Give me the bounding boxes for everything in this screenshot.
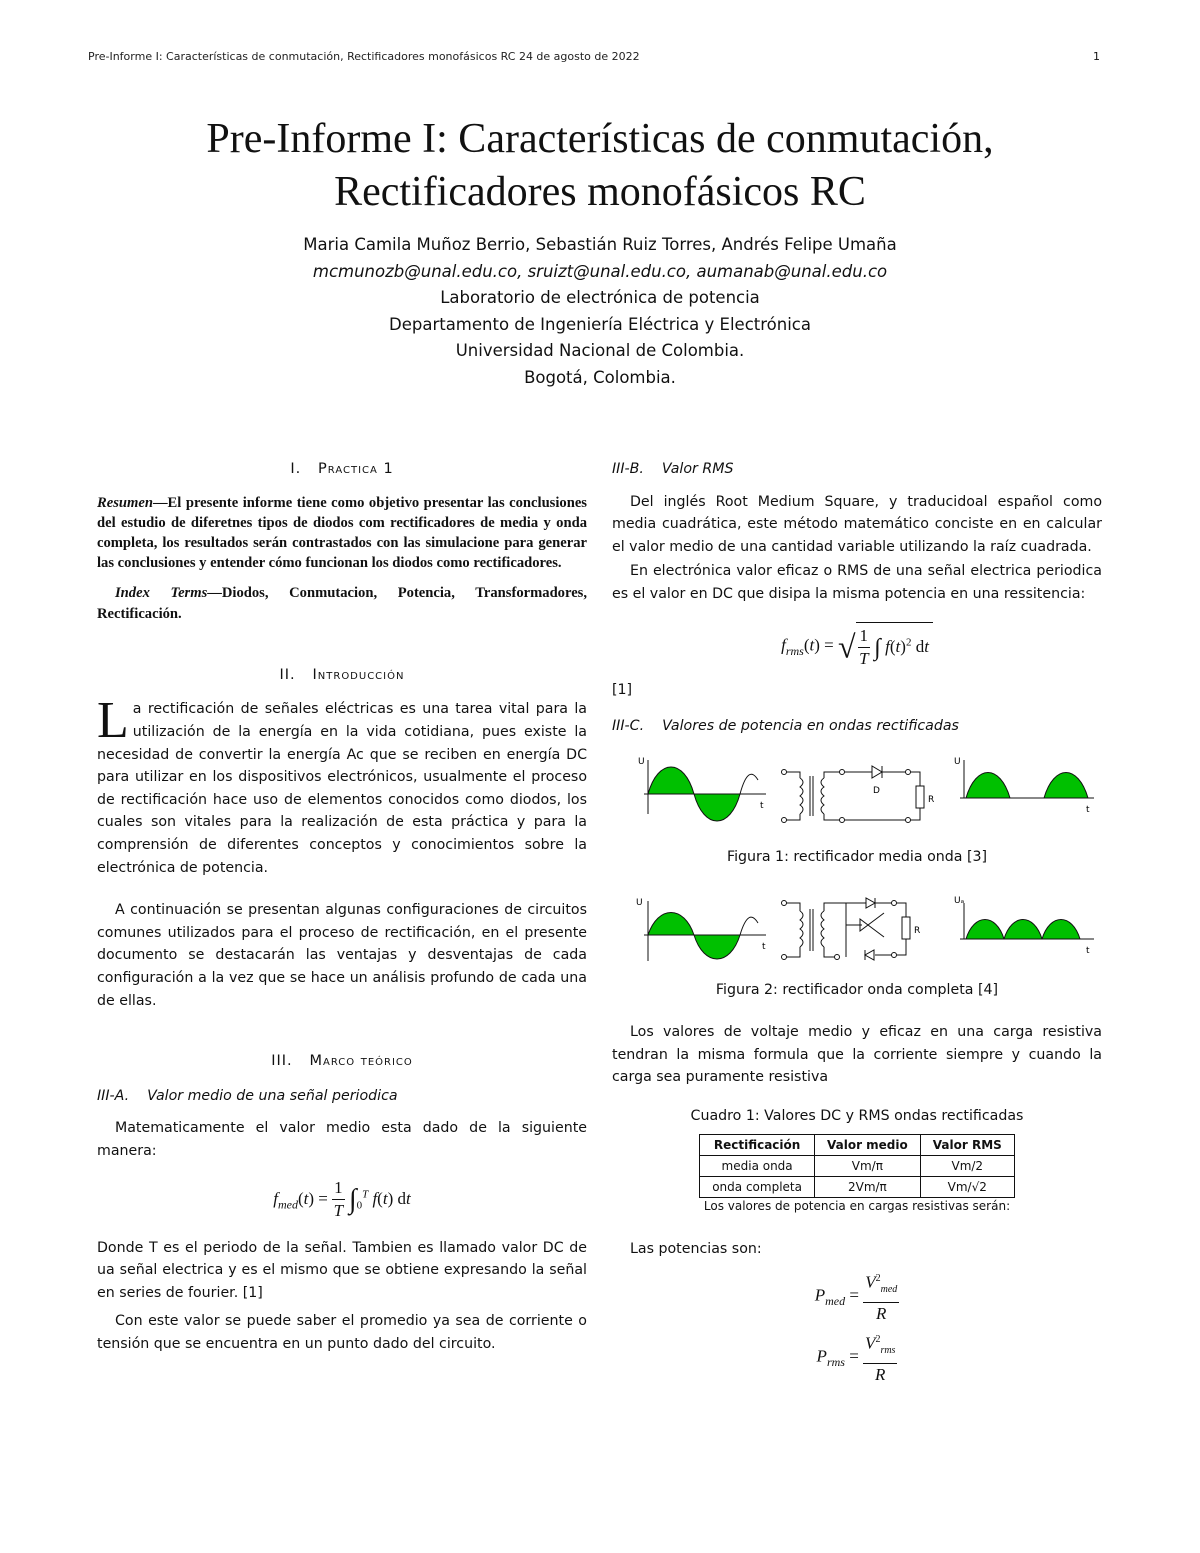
index-terms xyxy=(97,583,587,623)
fig2-resistor xyxy=(902,917,910,939)
page-number: 1 xyxy=(1093,50,1100,63)
abstract-text: —El presente informe tiene como objetivo presentar las conclusiones del estudio de diferetnes tipos de diodos com rectificadores de media y onda completa, los resultados serán contrastados con las simulacione para generar las conclusiones y entender cómo funcionan los diodos como rectificadores. xyxy=(97,494,587,572)
rms-paragraph-2: En electrónica valor eficaz o RMS de una señal electrica periodica es el valor en DC que disipa la misma potencia en una ressitencia: xyxy=(612,563,1102,602)
section-1-number: I. xyxy=(290,461,302,477)
section-2-title: Introducción xyxy=(312,666,405,683)
fig1-transformer-secondary xyxy=(821,778,824,814)
fig2-output-lobe-2 xyxy=(1004,919,1042,939)
mean-power-equation: $P_{med}$ = $\frac{V^2_{med}}{R}$ xyxy=(612,1268,1102,1325)
intro-paragraph-1 xyxy=(97,692,587,879)
subsection-3c-heading xyxy=(612,715,1102,738)
affiliation-univ: Universidad Nacional de Colombia. xyxy=(455,341,745,360)
rms-paragraph-1: Del inglés Root Medium Square, y traducidoal español como media cuadrática, este método matemático conciste en en calcular el valor medio de una cantidad variable utilizando la raíz cuadrada. xyxy=(612,493,1102,555)
section-2-heading xyxy=(97,664,587,687)
author-names: Maria Camila Muñoz Berrio, Sebastián Ruiz Torres, Andrés Felipe Umaña xyxy=(303,235,897,254)
figure-1-caption: Figura 1: rectificador media onda [3] xyxy=(726,848,988,865)
fig2-input-axis-label: U xyxy=(636,897,643,908)
table-cell: Vm/2 xyxy=(920,1155,1014,1176)
figure-1-half-wave-rectifier xyxy=(634,750,1114,842)
table-cell: Vm/√2 xyxy=(920,1176,1014,1197)
fig1-input-time-label: t xyxy=(760,800,764,811)
fig1-resistor xyxy=(916,786,924,808)
fig2-transformer-secondary xyxy=(821,911,824,947)
section-3-title: Marco teórico xyxy=(309,1053,413,1070)
drop-cap: L xyxy=(97,692,129,750)
index-terms-label: Index Terms xyxy=(115,585,208,602)
intro-paragraph-1-text: a rectificación de señales eléctricas es una tarea vital para la utilización de la energía en la vida cotidiana, pues existe la necesidad de convertir la energía Ac que se reciben en energía DC para utilizar en los dispositivos electrónicos, usualmente el proceso de rectificación hace uso de elementos conocidos como diodos, los cuales son vitales para la realización de esta práctica y para la comprensión de diferentes conceptos y conocimientos sobre la electrónica de potencia. xyxy=(97,701,587,876)
fig2-output-time-label: t xyxy=(1086,945,1090,956)
left-column xyxy=(97,458,587,1356)
rms-equation: $f_{rms}(t)$ = √ $\frac{1}{T}$ ∫ $f(t)^2$ dt xyxy=(612,622,1102,671)
fig2-output-axis-label: Uₐ xyxy=(954,895,965,906)
table-cell: 2Vm/π xyxy=(814,1176,920,1197)
fig1-input-positive-lobe xyxy=(648,767,694,794)
running-head: Pre-Informe I: Características de conmutación, Rectificadores monofásicos RC 24 de agosto de 2022 xyxy=(88,50,640,63)
index-terms-text: —Diodos, Conmutacion, Potencia, Transformadores, Rectificación. xyxy=(97,585,587,622)
fig2-bridge-diode-3 xyxy=(865,950,874,960)
table-cell: Vm/π xyxy=(814,1155,920,1176)
fig1-diode-label: D xyxy=(873,785,880,796)
table-caption: Cuadro 1: Valores DC y RMS ondas rectificadas xyxy=(690,1107,1024,1124)
figure-2-caption: Figura 2: rectificador onda completa [4] xyxy=(715,981,999,998)
fig2-output-lobe-3 xyxy=(1042,919,1080,939)
abstract-label: Resumen xyxy=(97,494,153,511)
abstract xyxy=(97,493,587,574)
fig1-diode xyxy=(872,766,882,778)
figure-2-full-wave-rectifier xyxy=(634,895,1114,975)
table-header-cell: Valor RMS xyxy=(920,1134,1014,1155)
subsection-3a-number: III-A. xyxy=(97,1087,130,1104)
author-block xyxy=(60,232,1140,391)
mean-value-paragraph-3: Con este valor se puede saber el promedio ya sea de corriente o tensión que se encuentra en un punto dado del circuito. xyxy=(97,1313,587,1353)
affiliation-city: Bogotá, Colombia. xyxy=(524,367,676,387)
fig1-transformer-primary xyxy=(800,778,803,814)
table-cell: media onda xyxy=(700,1155,815,1176)
potencias-intro: Las potencias son: xyxy=(630,1240,762,1257)
fig2-input-time-label: t xyxy=(762,941,766,952)
fig1-output-lobe-1 xyxy=(966,772,1010,798)
values-table xyxy=(699,1134,1015,1198)
section-3-number: III. xyxy=(271,1053,293,1070)
mean-value-paragraph-2: Donde T es el periodo de la señal. Tambien es llamado valor DC de ua señal electrica y es el mismo que se obtiene expresando la señal en series de fourier. [1] xyxy=(97,1239,587,1301)
fig2-output-lobe-1 xyxy=(966,919,1004,939)
subsection-3c-number: III-C. xyxy=(612,718,645,735)
fig1-output-axis-label: U xyxy=(954,756,961,767)
title-line-1: Pre-Informe I: Características de conmutación, xyxy=(206,116,994,162)
fig1-input-negative-lobe xyxy=(694,794,740,821)
subsection-3b-heading xyxy=(612,458,1102,481)
table-header-row xyxy=(700,1134,1015,1155)
section-1-title: Practica 1 xyxy=(318,461,394,477)
rms-reference: [1] xyxy=(612,681,633,698)
fig1-resistor-label: R xyxy=(928,794,935,805)
subsection-3a-heading xyxy=(97,1085,587,1108)
power-values-paragraph: Los valores de voltaje medio y eficaz en una carga resistiva tendran la misma formula que la corriente siempre y cuando la carga sea puramente resistiva xyxy=(612,1024,1102,1086)
section-3-heading xyxy=(97,1050,587,1073)
affiliation-dept: Departamento de Ingeniería Eléctrica y Electrónica xyxy=(389,314,811,334)
fig1-input-axis-label: U xyxy=(638,756,645,767)
paper-title xyxy=(60,113,1140,219)
fig2-resistor-label: R xyxy=(914,925,921,936)
mean-value-equation: $f_{med}(t)$ = $\frac{1}{T}$ $\int_0^T$ f(t) dt xyxy=(273,1177,411,1221)
fig2-transformer-primary xyxy=(800,911,803,947)
title-line-2: Rectificadores monofásicos RC xyxy=(334,169,866,215)
subsection-3b-number: III-B. xyxy=(612,461,644,477)
table-header-cell: Valor medio xyxy=(814,1134,920,1155)
author-emails: mcmunozb@unal.edu.co, sruizt@unal.edu.co, aumanab@unal.edu.co xyxy=(312,261,888,281)
fig2-input-positive-lobe xyxy=(648,912,694,935)
table-row xyxy=(700,1176,1015,1197)
subsection-3c-title: Valores de potencia en ondas rectificadas xyxy=(662,718,959,735)
subsection-3b-title: Valor RMS xyxy=(661,461,734,477)
section-1-heading xyxy=(97,458,587,481)
right-column xyxy=(612,458,1102,1391)
subsection-3a-title: Valor medio de una señal periodica xyxy=(147,1087,398,1104)
rms-power-equation: $P_{rms}$ = $\frac{V^2_{rms}}{R}$ xyxy=(612,1329,1102,1386)
table-note: Los valores de potencia en cargas resistivas serán: xyxy=(703,1198,1011,1213)
fig2-input-negative-lobe xyxy=(694,935,740,959)
intro-paragraph-2: A continuación se presentan algunas configuraciones de circuitos comunes utilizados para el proceso de rectificación, en el presente documento se destacarán las ventajas y desventajas de cada configuración a la vez que se hace un análisis profundo de cada una de ellas. xyxy=(97,902,587,1009)
affiliation-lab: Laboratorio de electrónica de potencia xyxy=(440,288,760,307)
fig1-output-time-label: t xyxy=(1086,804,1090,815)
table-cell: onda completa xyxy=(700,1176,815,1197)
fig1-output-lobe-2 xyxy=(1044,772,1088,798)
fig2-bridge-diode-1 xyxy=(866,898,875,908)
section-2-number: II. xyxy=(279,666,296,683)
mean-value-paragraph-1: Matematicamente el valor medio esta dado de la siguiente manera: xyxy=(97,1120,587,1159)
table-header-cell: Rectificación xyxy=(700,1134,815,1155)
table-row xyxy=(700,1155,1015,1176)
